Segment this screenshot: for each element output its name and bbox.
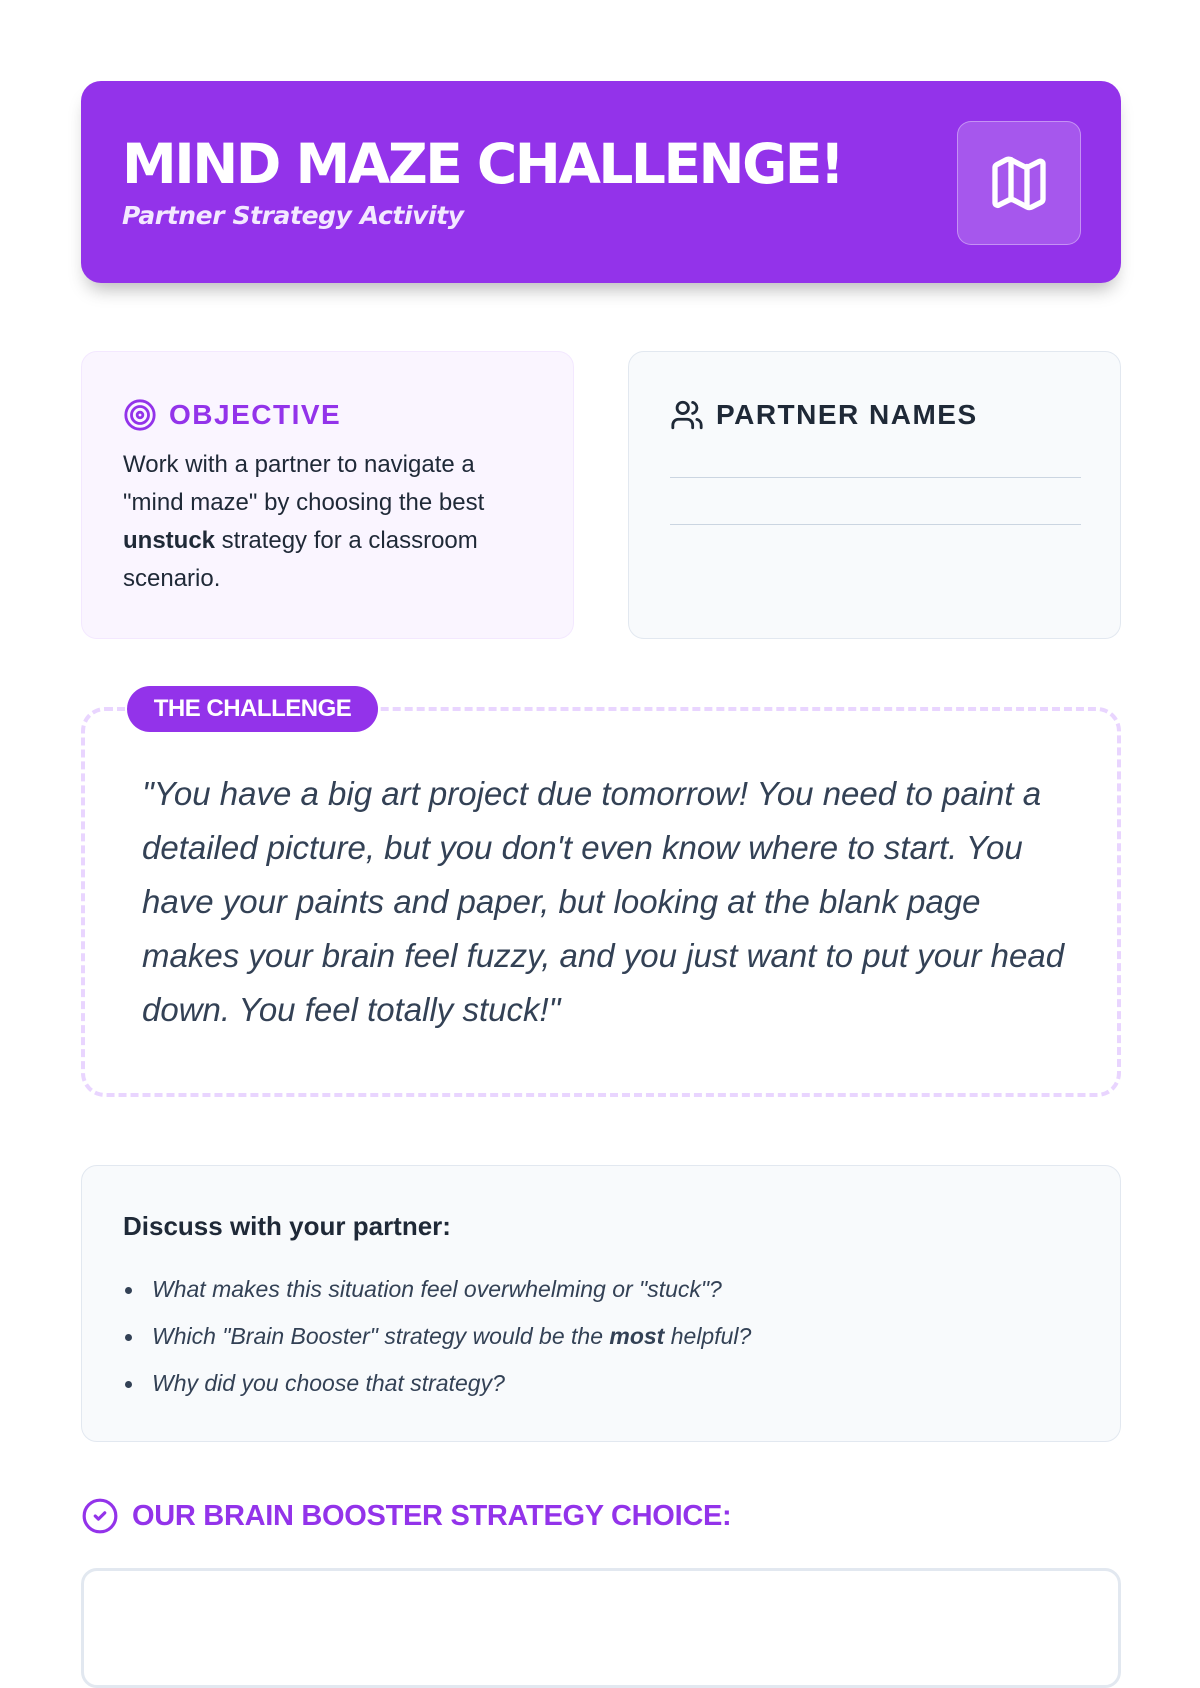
challenge-text: "You have a big art project due tomorrow! You need to paint a detailed picture, but you don't even know where to start. You have your paints and paper, but looking at the blank page makes your brain feel fuzzy, and you just want to put your head down. You feel totally stuck!" bbox=[142, 775, 1065, 1028]
discussion-card bbox=[81, 1165, 1121, 1442]
page-header bbox=[81, 81, 1121, 283]
discussion-emphasis: most bbox=[609, 1323, 665, 1349]
users-icon bbox=[670, 398, 704, 432]
discussion-question-1: What makes this situation feel overwhelming or "stuck"? bbox=[123, 1266, 751, 1313]
discussion-question-3: Why did you choose that strategy? bbox=[123, 1360, 751, 1407]
objective-heading: OBJECTIVE bbox=[169, 399, 342, 430]
discussion-title: Discuss with your partner: bbox=[123, 1211, 451, 1241]
objective-card bbox=[81, 351, 574, 639]
objective-heading-row bbox=[123, 398, 341, 432]
partner-name-line-2[interactable] bbox=[670, 524, 1081, 525]
objective-text: Work with a partner to navigate a "mind maze" by choosing the best unstuck strategy for a classroom scenario. bbox=[123, 451, 485, 592]
check-circle-icon bbox=[81, 1497, 119, 1535]
discussion-questions bbox=[123, 1266, 751, 1407]
partner-names-card bbox=[628, 351, 1121, 639]
page-subtitle: Partner Strategy Activity bbox=[122, 201, 464, 230]
partner-heading: PARTNER NAMES bbox=[716, 399, 978, 430]
objective-keyword: unstuck bbox=[123, 527, 216, 554]
strategy-heading-row bbox=[81, 1497, 731, 1535]
partner-heading-row bbox=[670, 398, 978, 432]
map-icon-box bbox=[957, 121, 1081, 245]
strategy-answer-box[interactable] bbox=[81, 1568, 1121, 1688]
map-icon bbox=[987, 151, 1051, 215]
partner-name-line-1[interactable] bbox=[670, 477, 1081, 478]
strategy-heading: OUR BRAIN BOOSTER STRATEGY CHOICE: bbox=[132, 1499, 732, 1532]
discussion-question-2: Which "Brain Booster" strategy would be the most helpful? bbox=[123, 1313, 751, 1360]
target-icon bbox=[123, 398, 157, 432]
page-title: MIND MAZE CHALLENGE! bbox=[122, 132, 843, 196]
challenge-badge: THE CHALLENGE bbox=[127, 686, 378, 732]
